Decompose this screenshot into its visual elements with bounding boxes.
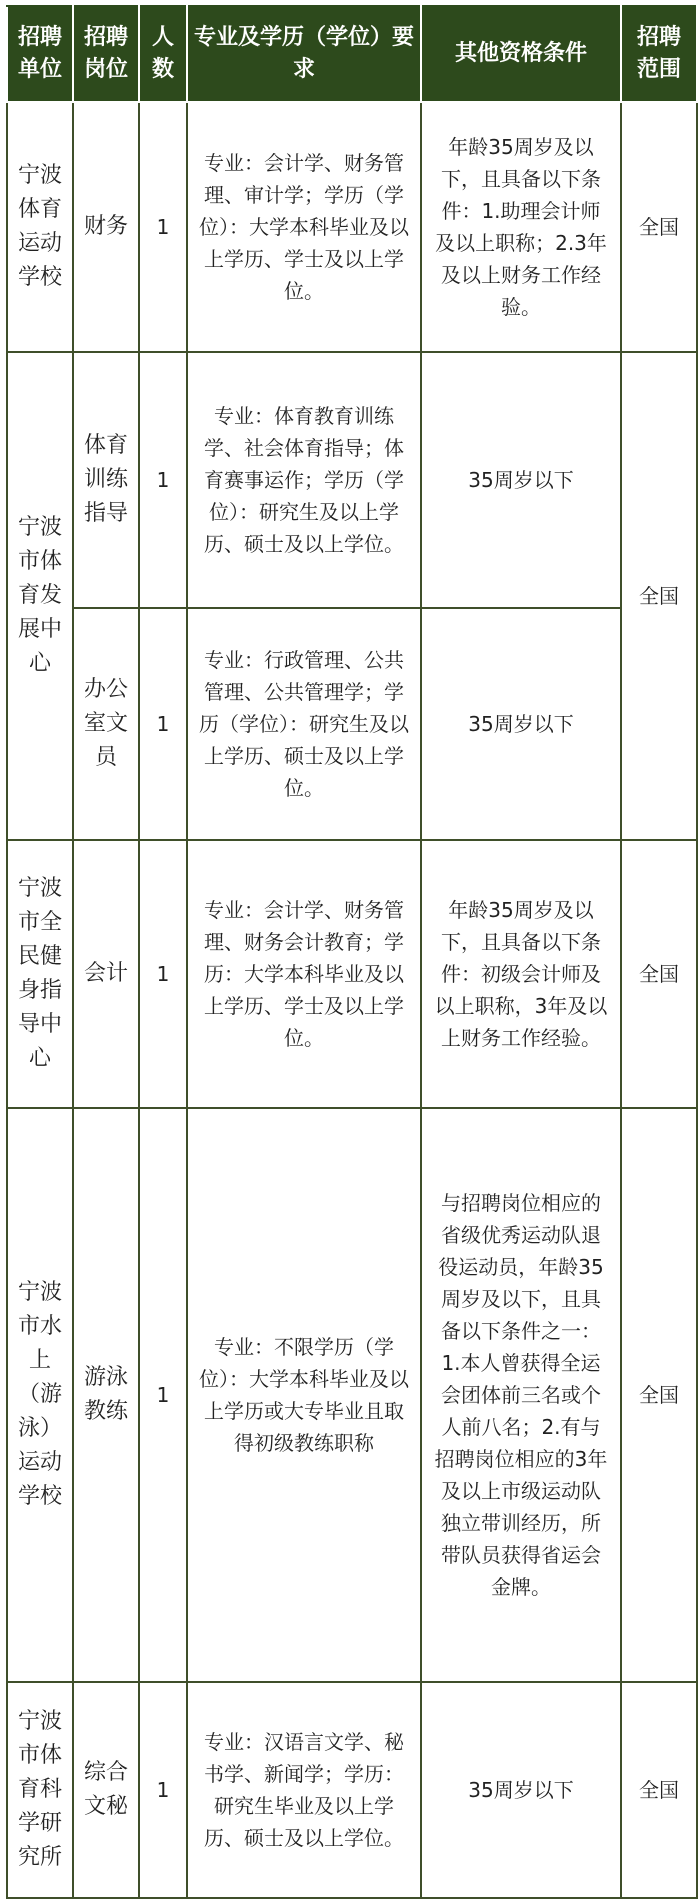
row-unit: 宁波市全民健身指导中心 (7, 840, 73, 1108)
row-requirement: 专业：体育教育训练学、社会体育指导；体育赛事运作；学历（学位）：研究生及以上学历、硕士及以上学位。 (187, 352, 421, 608)
row-count: 1 (139, 1108, 187, 1682)
header-other: 其他资格条件 (421, 6, 621, 102)
row-post: 办公室文员 (73, 608, 139, 840)
row-other-conditions: 35周岁以下 (421, 1682, 621, 1898)
row-count: 1 (139, 840, 187, 1108)
recruitment-table (6, 5, 698, 1899)
row-unit: 宁波市体育科学研究所 (7, 1682, 73, 1898)
row-requirement: 专业：不限学历（学位）：大学本科毕业及以上学历或大专毕业且取得初级教练职称 (187, 1108, 421, 1682)
row-other-conditions: 35周岁以下 (421, 352, 621, 608)
table-row (7, 1682, 697, 1898)
row-requirement: 专业：汉语言文学、秘书学、新闻学；学历：研究生毕业及以上学历、硕士及以上学位。 (187, 1682, 421, 1898)
row-post: 游泳教练 (73, 1108, 139, 1682)
row-requirement: 专业：会计学、财务管理、财务会计教育；学历：大学本科毕业及以上学历、学士及以上学位。 (187, 840, 421, 1108)
table-row (7, 840, 697, 1108)
table-row (7, 102, 697, 352)
row-scope: 全国 (621, 1682, 697, 1898)
table-row (7, 608, 697, 840)
row-other-conditions: 年龄35周岁及以下，且具备以下条件：初级会计师及以上职称，3年及以上财务工作经验。 (421, 840, 621, 1108)
row-scope: 全国 (621, 102, 697, 352)
row-count: 1 (139, 102, 187, 352)
row-post: 会计 (73, 840, 139, 1108)
row-scope: 全国 (621, 840, 697, 1108)
header-requirement: 专业及学历（学位）要求 (187, 6, 421, 102)
row-post: 财务 (73, 102, 139, 352)
row-scope: 全国 (621, 352, 697, 840)
row-post: 体育训练指导 (73, 352, 139, 608)
row-unit: 宁波市水上（游泳）运动学校 (7, 1108, 73, 1682)
row-unit: 宁波体育运动学校 (7, 102, 73, 352)
row-count: 1 (139, 1682, 187, 1898)
header-unit: 招聘单位 (7, 6, 73, 102)
row-scope: 全国 (621, 1108, 697, 1682)
row-count: 1 (139, 352, 187, 608)
table-row (7, 1108, 697, 1682)
row-requirement: 专业：行政管理、公共管理、公共管理学；学历（学位）：研究生及以上学历、硕士及以上学位。 (187, 608, 421, 840)
row-other-conditions: 年龄35周岁及以下，且具备以下条件：1.助理会计师及以上职称；2.3年及以上财务工作经验。 (421, 102, 621, 352)
row-unit: 宁波市体育发展中心 (7, 352, 73, 840)
header-count: 人数 (139, 6, 187, 102)
row-count: 1 (139, 608, 187, 840)
table-header-row (7, 6, 697, 102)
row-other-conditions: 与招聘岗位相应的省级优秀运动队退役运动员，年龄35周岁及以下，且具备以下条件之一：1.本人曾获得全运会团体前三名或个人前八名；2.有与招聘岗位相应的3年及以上市级运动队独立带训经历，所带队员获得省运会金牌。 (421, 1108, 621, 1682)
row-requirement: 专业：会计学、财务管理、审计学；学历（学位）：大学本科毕业及以上学历、学士及以上学位。 (187, 102, 421, 352)
row-post: 综合文秘 (73, 1682, 139, 1898)
table-row (7, 352, 697, 608)
header-post: 招聘岗位 (73, 6, 139, 102)
header-scope: 招聘范围 (621, 6, 697, 102)
row-other-conditions: 35周岁以下 (421, 608, 621, 840)
